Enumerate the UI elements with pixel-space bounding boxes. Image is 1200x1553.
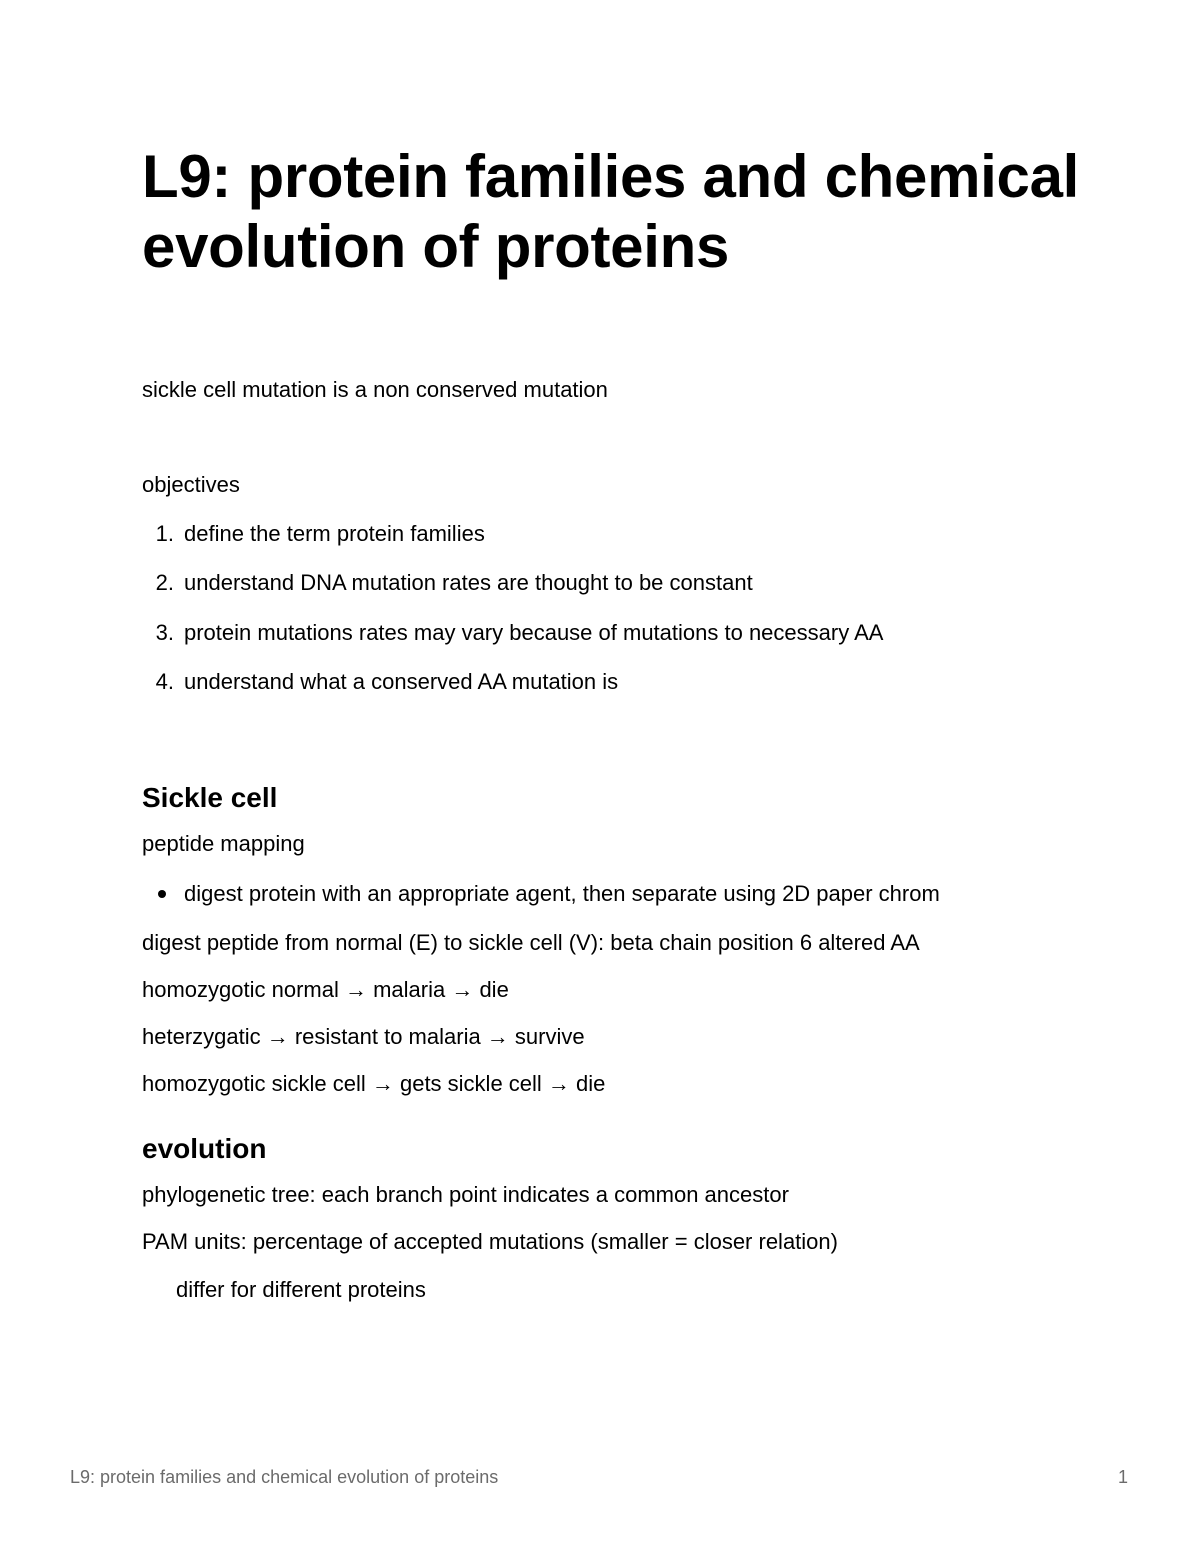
sickle-cell-line: digest peptide from normal (E) to sickle cell (V): beta chain position 6 altered AA <box>142 930 920 955</box>
footer-title: L9: protein families and chemical evolution of proteins <box>70 1467 499 1487</box>
sickle-cell-line: heterzygatic → resistant to malaria → survive <box>142 1024 585 1049</box>
evolution-indented-line: differ for different proteins <box>176 1277 426 1302</box>
list-number: 4. <box>155 669 174 694</box>
list-item-text: define the term protein families <box>184 521 485 546</box>
section-heading-sickle-cell: Sickle cell <box>142 782 278 813</box>
sickle-cell-line: homozygotic normal → malaria → die <box>142 977 509 1002</box>
list-item-text: understand what a conserved AA mutation is <box>184 669 619 694</box>
evolution-line: phylogenetic tree: each branch point indicates a common ancestor <box>142 1182 789 1207</box>
list-number: 3. <box>155 620 174 645</box>
footer-page-number: 1 <box>1117 1467 1128 1487</box>
bullet-icon <box>158 890 166 898</box>
list-item-text: understand DNA mutation rates are thought to be constant <box>184 570 753 595</box>
sickle-cell-line: homozygotic sickle cell → gets sickle cell → die <box>142 1071 606 1096</box>
page-title: L9: protein families and chemical evolution of proteins <box>142 143 1080 280</box>
list-number: 2. <box>155 570 174 595</box>
section-heading-evolution: evolution <box>142 1133 267 1164</box>
intro-text: sickle cell mutation is a non conserved mutation <box>142 377 608 402</box>
list-item-text: protein mutations rates may vary because of mutations to necessary AA <box>184 620 884 645</box>
objectives-label: objectives <box>142 472 240 497</box>
list-number: 1. <box>155 521 174 546</box>
subheading-peptide-mapping: peptide mapping <box>142 831 305 856</box>
bullet-text: digest protein with an appropriate agent, then separate using 2D paper chrom <box>184 881 940 906</box>
evolution-line: PAM units: percentage of accepted mutations (smaller = closer relation) <box>142 1229 838 1254</box>
